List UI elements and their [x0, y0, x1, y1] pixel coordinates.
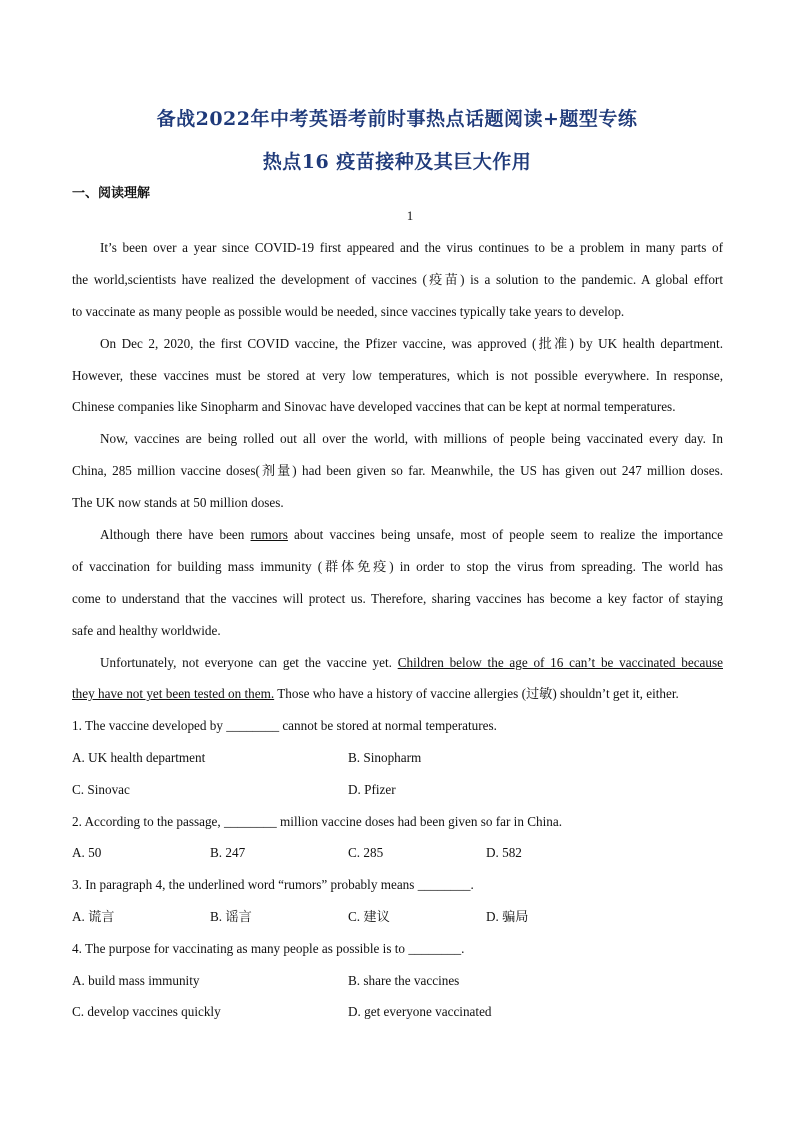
- paragraph-3-line-3: The UK now stands at 50 million doses.: [72, 495, 284, 510]
- paragraph-2-line-3: Chinese companies like Sinopharm and Sinovac have developed vaccines that can be kept at normal temperatures.: [72, 399, 676, 414]
- question-4-stem: 4. The purpose for vaccinating as many people as possible is to ________.: [72, 941, 465, 956]
- question-4-option-a[interactable]: A. build mass immunity: [72, 973, 200, 988]
- paragraph-2-line-2: However, these vaccines must be stored at very low temperatures, which is not possible everywhere. In response,: [72, 368, 723, 383]
- paragraph-1-line-1: It’s been over a year since COVID-19 first appeared and the virus continues to be a problem in many parts of: [100, 240, 723, 255]
- paragraph-1-line-3: to vaccinate as many people as possible would be needed, since vaccines typically take years to develop.: [72, 304, 625, 319]
- question-3-option-b[interactable]: B. 谣言: [210, 909, 252, 924]
- underlined-sentence: they have not yet been tested on them.: [72, 686, 275, 701]
- question-3-stem: 3. In paragraph 4, the underlined word “rumors” probably means ________.: [72, 877, 474, 892]
- paragraph-3-line-1: Now, vaccines are being rolled out all over the world, with millions of people being vaccinated every day. In: [100, 431, 723, 446]
- question-2-stem: 2. According to the passage, ________ million vaccine doses had been given so far in China.: [72, 814, 563, 829]
- section-heading: 一、阅读理解: [72, 186, 151, 201]
- paragraph-3-line-2: China, 285 million vaccine doses(剂量) had been given so far. Meanwhile, the US has given out 247 million doses.: [72, 463, 723, 478]
- question-4-option-b[interactable]: B. share the vaccines: [348, 973, 460, 988]
- paragraph-4-text: Although there have been: [100, 527, 251, 542]
- question-2-option-b[interactable]: B. 247: [210, 845, 246, 860]
- paragraph-2-line-1: On Dec 2, 2020, the first COVID vaccine, the Pfizer vaccine, was approved (批准) by UK health department.: [100, 336, 723, 351]
- question-3-option-c[interactable]: C. 建议: [348, 909, 390, 924]
- paragraph-5-line-1: [72, 654, 723, 672]
- paragraph-5-text: Those who have a history of vaccine allergies (过敏) shouldn’t get it, either.: [274, 686, 679, 701]
- question-1-stem: 1. The vaccine developed by ________ cannot be stored at normal temperatures.: [72, 718, 497, 733]
- question-2-option-d[interactable]: D. 582: [486, 845, 522, 860]
- question-2-option-c[interactable]: C. 285: [348, 845, 384, 860]
- question-3-option-d[interactable]: D. 骗局: [486, 909, 529, 924]
- question-1-option-a[interactable]: A. UK health department: [72, 750, 206, 765]
- question-2-option-a[interactable]: A. 50: [72, 845, 102, 860]
- question-1-option-d[interactable]: D. Pfizer: [348, 782, 396, 797]
- page-subtitle: 热点16 疫苗接种及其巨大作用: [262, 151, 532, 173]
- question-3-option-a[interactable]: A. 谎言: [72, 909, 115, 924]
- question-1-option-c[interactable]: C. Sinovac: [72, 782, 130, 797]
- paragraph-4-line-2: of vaccination for building mass immunity (群体免疫) in order to stop the virus from spreading. The world has: [72, 559, 723, 574]
- paragraph-5-line-2: [72, 685, 723, 703]
- paragraph-5-text: Unfortunately, not everyone can get the vaccine yet.: [100, 655, 398, 670]
- question-4-option-d[interactable]: D. get everyone vaccinated: [348, 1004, 492, 1019]
- paragraph-4-line-3: come to understand that the vaccines will protect us. Therefore, sharing vaccines has become a key factor of staying: [72, 591, 723, 606]
- question-1-option-b[interactable]: B. Sinopharm: [348, 750, 422, 765]
- paragraph-4-line-4: safe and healthy worldwide.: [72, 623, 221, 638]
- underlined-sentence: Children below the age of 16 can’t be vaccinated because: [397, 655, 723, 670]
- page-title: 备战2022年中考英语考前时事热点话题阅读+题型专练: [156, 108, 638, 130]
- paragraph-1-line-2: the world,scientists have realized the development of vaccines (疫苗) is a solution to the pandemic. A global effort: [72, 272, 723, 287]
- underlined-word-rumors: rumors: [250, 527, 288, 542]
- passage-number: 1: [406, 208, 414, 223]
- paragraph-4-line-1: [72, 526, 723, 544]
- question-4-option-c[interactable]: C. develop vaccines quickly: [72, 1004, 221, 1019]
- paragraph-4-text: about vaccines being unsafe, most of people seem to realize the importance: [287, 527, 723, 542]
